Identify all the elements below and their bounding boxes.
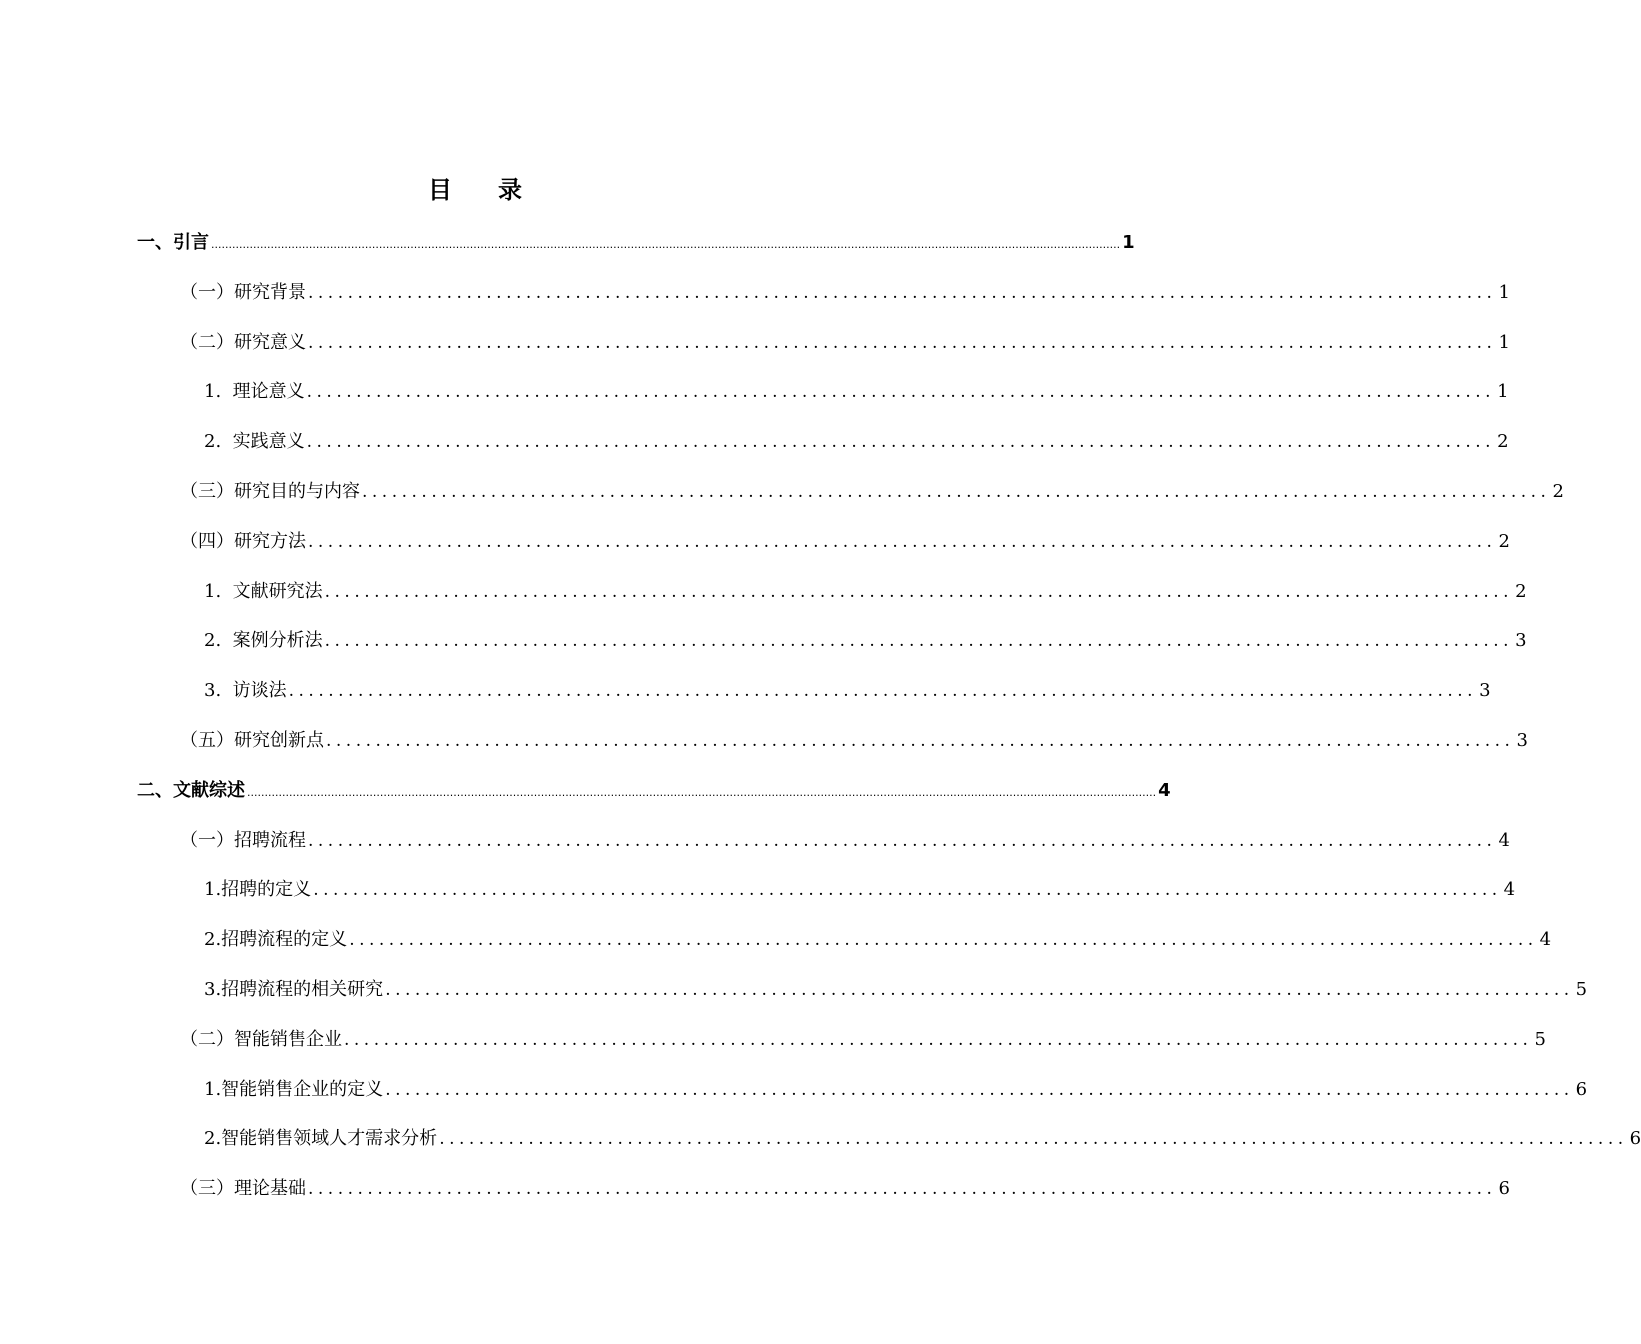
toc-entry-label: 2.智能销售领域人才需求分析 [204, 1128, 438, 1149]
toc-leader-dots: ........................................................................................................................ [344, 1030, 1533, 1050]
toc-entry-label: 2. 案例分析法 [204, 630, 323, 651]
toc-title [0, 170, 950, 210]
toc-leader-dots: ........................................................................................................................ [324, 582, 1514, 602]
toc-entry-label: 1. 理论意义 [204, 381, 305, 402]
toc-entry-page-number: 3 [1479, 680, 1491, 701]
toc-entry-page-number: 1 [1498, 332, 1510, 353]
toc-leader-dots: ........................................................................................................................ [439, 1129, 1628, 1149]
toc-entry-label: （三）研究目的与内容 [180, 481, 360, 502]
toc-leader-dots: ........................................................................................................................ [385, 1080, 1574, 1100]
toc-leader-dots: ........................................................................................................................ [308, 333, 1497, 353]
toc-entry-label: （一）招聘流程 [180, 830, 306, 851]
toc-leader-dots: ........................................................................................................................ [324, 631, 1514, 651]
toc-entry-label: （三）理论基础 [180, 1178, 306, 1199]
toc-entry-page-number: 2 [1552, 481, 1564, 502]
toc-leader-dots: ........................................................................................................................ [308, 831, 1497, 851]
toc-entry[interactable] [204, 875, 1516, 905]
toc-entry[interactable] [180, 826, 1510, 856]
toc-entry-label: 一、引言 [137, 232, 209, 253]
toc-leader-dots: ........................................................................................................................ [288, 681, 1478, 701]
toc-entry-page-number: 6 [1629, 1128, 1641, 1149]
toc-entry-page-number: 1 [1122, 232, 1135, 253]
toc-leader-dots: ........................................................................................................................ [349, 930, 1538, 950]
toc-entry-page-number: 5 [1534, 1029, 1546, 1050]
toc-entry[interactable] [204, 626, 1527, 656]
toc-entry[interactable] [180, 527, 1510, 557]
toc-entry-page-number: 2 [1515, 581, 1527, 602]
toc-entry-page-number: 6 [1498, 1178, 1510, 1199]
toc-entry[interactable] [137, 776, 1171, 806]
toc-entry[interactable] [180, 477, 1564, 507]
toc-entry-label: （四）研究方法 [180, 531, 306, 552]
toc-entry-label: 3.招聘流程的相关研究 [204, 979, 384, 1000]
toc-entry[interactable] [180, 328, 1510, 358]
toc-leader-dots: ........................................................................................................................ [308, 283, 1497, 303]
toc-entry-page-number: 1 [1497, 381, 1509, 402]
toc-leader-dots: ........................................................................................................................ [362, 482, 1551, 502]
toc-leader-dots: .................................................................................................................................................................................................................................................................... [247, 786, 1157, 799]
toc-leader-dots: ........................................................................................................................ [385, 980, 1574, 1000]
toc-entry-label: （一）研究背景 [180, 282, 306, 303]
toc-entry[interactable] [204, 1075, 1588, 1105]
toc-entry-label: 3. 访谈法 [204, 680, 287, 701]
toc-entry[interactable] [180, 1025, 1546, 1055]
toc-entry[interactable] [180, 278, 1510, 308]
toc-entry[interactable] [204, 577, 1527, 607]
toc-entry-page-number: 4 [1158, 780, 1171, 801]
toc-entry-page-number: 3 [1516, 730, 1528, 751]
toc-entry-page-number: 3 [1515, 630, 1527, 651]
toc-title-char-2: 录 [498, 176, 522, 204]
toc-entry[interactable] [204, 427, 1509, 457]
toc-leader-dots: ........................................................................................................................ [313, 880, 1502, 900]
toc-entry-label: 2.招聘流程的定义 [204, 929, 348, 950]
toc-entry-page-number: 4 [1498, 830, 1510, 851]
toc-leader-dots: ........................................................................................................................ [308, 532, 1497, 552]
toc-entry-label: 1. 文献研究法 [204, 581, 323, 602]
toc-entry-page-number: 4 [1539, 929, 1552, 950]
toc-entry-page-number: 6 [1575, 1079, 1588, 1100]
toc-entry[interactable] [204, 975, 1588, 1005]
toc-entry-page-number: 5 [1575, 979, 1588, 1000]
toc-leader-dots: ........................................................................................................................ [326, 731, 1515, 751]
toc-entry-label: 1.智能销售企业的定义 [204, 1079, 384, 1100]
toc-entry[interactable] [180, 726, 1528, 756]
toc-entry-label: （二）智能销售企业 [180, 1029, 342, 1050]
toc-entry-page-number: 4 [1503, 879, 1516, 900]
toc-entry-page-number: 1 [1498, 282, 1510, 303]
toc-entry-page-number: 2 [1498, 531, 1510, 552]
toc-entry-label: 2. 实践意义 [204, 431, 305, 452]
toc-entry[interactable] [204, 925, 1552, 955]
toc-leader-dots: ........................................................................................................................ [306, 382, 1496, 402]
toc-entry[interactable] [137, 228, 1135, 258]
toc-entry[interactable] [204, 1124, 1641, 1154]
toc-entry[interactable] [204, 377, 1509, 407]
toc-entry[interactable] [204, 676, 1491, 706]
toc-entry-label: 1.招聘的定义 [204, 879, 312, 900]
toc-title-char-1: 目 [428, 176, 452, 204]
toc-entry-page-number: 2 [1497, 431, 1509, 452]
toc-leader-dots: .................................................................................................................................................................................................................................................................... [211, 238, 1121, 251]
toc-entry[interactable] [180, 1174, 1510, 1204]
toc-leader-dots: ........................................................................................................................ [308, 1179, 1497, 1199]
toc-entry-label: （五）研究创新点 [180, 730, 324, 751]
toc-entry-label: 二、文献综述 [137, 780, 245, 801]
toc-leader-dots: ........................................................................................................................ [306, 432, 1496, 452]
toc-entry-label: （二）研究意义 [180, 332, 306, 353]
